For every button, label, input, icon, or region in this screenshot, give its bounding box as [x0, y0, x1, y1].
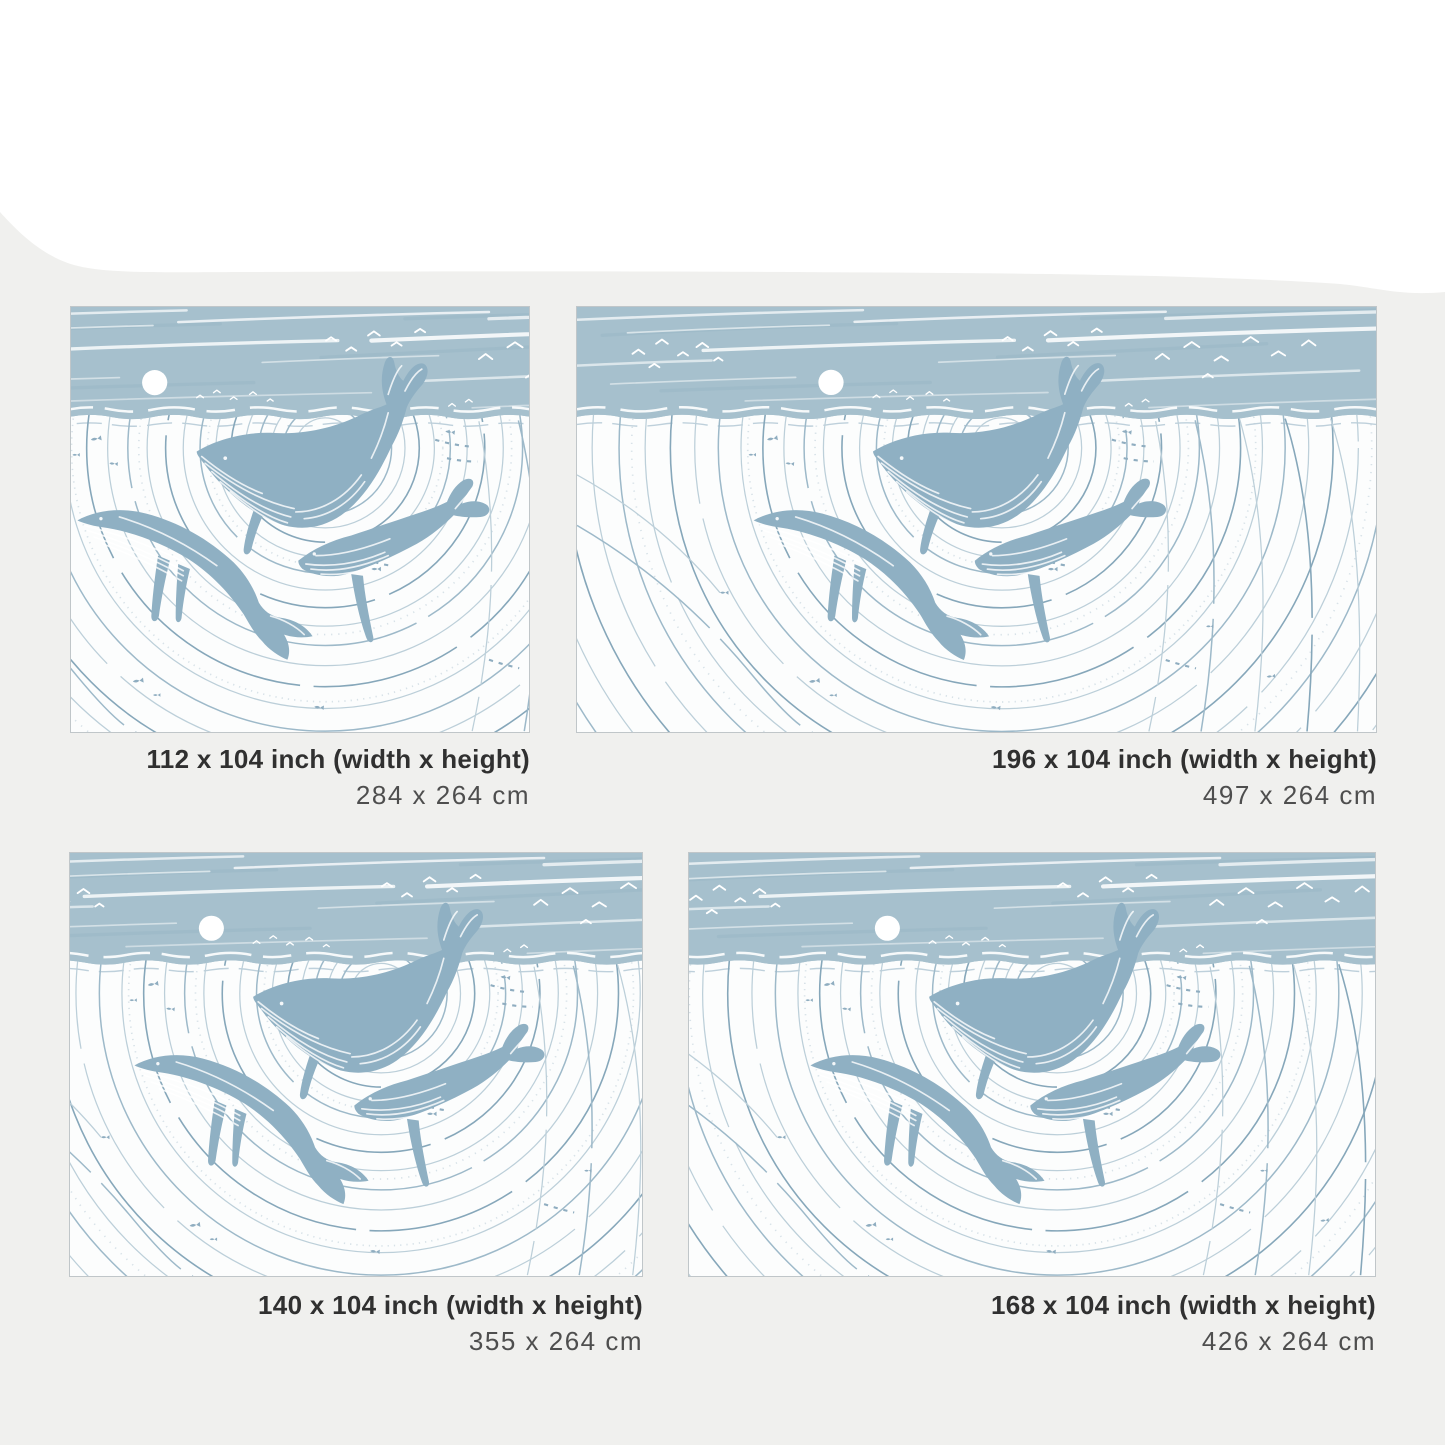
whale-mural-image — [689, 853, 1375, 1276]
size-inch-text: 168 x 104 inch (width x height) — [991, 1290, 1376, 1320]
size-inch-text: 112 x 104 inch (width x height) — [146, 744, 530, 774]
size-cm-text: 355 x 264 cm — [468, 1326, 643, 1356]
mural-preview-140x104 — [69, 852, 643, 1277]
size-cm-text: 426 x 264 cm — [1201, 1326, 1376, 1356]
size-inch-text: 196 x 104 inch (width x height) — [992, 744, 1377, 774]
whale-mural-image — [577, 307, 1376, 732]
size-label-140x104 — [69, 1287, 643, 1358]
mural-preview-196x104 — [576, 306, 1377, 733]
whale-mural-image — [71, 307, 529, 732]
whale-mural-image — [70, 853, 642, 1276]
size-cm-text: 284 x 264 cm — [355, 780, 530, 810]
size-inch-text: 140 x 104 inch (width x height) — [258, 1290, 643, 1320]
mural-preview-168x104 — [688, 852, 1376, 1277]
size-label-168x104 — [688, 1287, 1376, 1358]
mural-preview-112x104 — [70, 306, 530, 733]
size-cm-text: 497 x 264 cm — [1202, 780, 1377, 810]
size-label-112x104 — [70, 741, 530, 812]
size-label-196x104 — [576, 741, 1377, 812]
page-top-white-band — [0, 0, 1445, 300]
